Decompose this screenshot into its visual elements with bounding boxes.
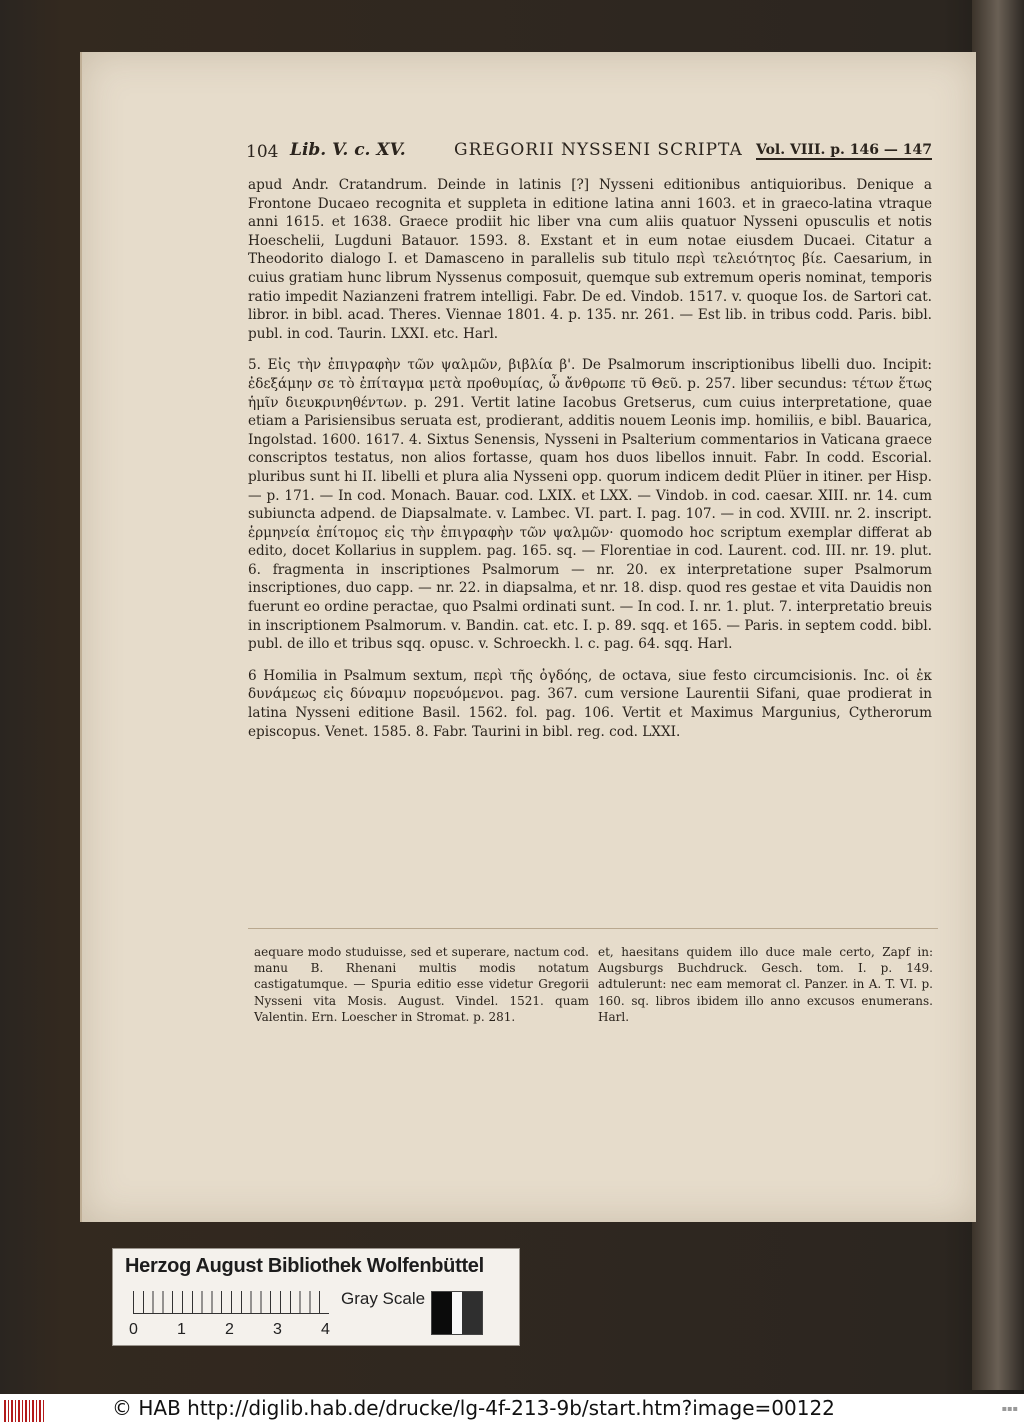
copyright-url: © HAB http://diglib.hab.de/drucke/lg-4f-213-9b/start.htm?image=00122 — [112, 1396, 835, 1420]
footnote-separator — [248, 928, 938, 929]
footnote-right-column: et, haesitans quidem illo duce male certo, Zapf in: Augsburgs Buchdruck. Gesch. tom. I. p. 149. adtulerunt: nec eam memorat cl. Panzer. in A. T. VI. p. 160. sq. libros ibidem illo anno excusos enumerans. Harl. — [598, 945, 933, 1024]
gray-scale-label: Gray Scale — [341, 1289, 426, 1308]
paragraph-item-6: 6 Homilia in Psalmum sextum, περὶ τῆς ὀγδόης, de octava, siue festo circumcisionis. Inc. οἱ ἐκ δυνάμεως εἰς δύναμιν πορευόμενοι. pag. 367. cum versione Laurentii Sifani, quae prodierat in latina Nysseni editione Basil. 1562. fol. pag. 106. Vertit et Maximus Margunius, Cytherorum episcopus. Venet. 1585. 8. Fabr. Taurini in bibl. reg. cod. LXXI. — [248, 667, 932, 740]
ruler-number-0: 0 — [129, 1321, 138, 1338]
library-scale-card — [112, 1248, 520, 1346]
gray-scale-swatch — [431, 1291, 483, 1335]
paragraph-item-5: 5. Εἰς τὴν ἐπιγραφὴν τῶν ψαλμῶν, βιβλία β'. De Psalmorum inscriptionibus libelli duo. Incipit: ἐδεξάμην σε τὸ ἐπίταγμα μετὰ προθυμίας, ὦ ἄνθρωπε τῦ Θεῦ. p. 257. liber secundus: τέτων ἕτως ἡμῖν διευκρινηθέντων. p. 291. Vertit latine Iacobus Gretserus, cum cuius interpretatione, quae etiam a Parisiensibus seruata est, prodierant, additis nouem Leonis imp. homiliis, e bibl. Bauarica, Ingolstad. 1600. 1617. 4. Sixtus Senensis, Nysseni in Psalterium commentarios in Vaticana graece conscriptos testatus, non alios fortasse, quam hos duos libellos innuit. Fabr. In codd. Escorial. pluribus sunt hi II. libelli et plura alia Nysseni opp. quorum indicem dedit Plüer in itiner. per Hisp. — p. 171. — In cod. Monach. Bauar. cod. LXIX. et LXX. — Vindob. in cod. caesar. XIII. nr. 14. cum subiuncta adpend. de Diapsalmate. v. Lambec. VI. part. I. pag. 107. — in cod. XVIII. nr. 2. inscript. ἑρμηνεία ἐπίτομος εἰς τὴν ἐπιγραφὴν τῶν ψαλμῶν· quomodo hoc scriptum exemplar differat ab edito, docet Kollarius in supplem. pag. 165. sq. — Florentiae in cod. Laurent. cod. III. nr. 19. plut. 6. fragmenta in inscriptiones Psalmorum — nr. 20. ex interpretatione super Psalmorum inscriptiones, duo capp. — nr. 22. in diapsalma, et nr. 18. disp. quod res gestae et vita Dauidis non fuerunt eo ordine peractae, quo Psalmi ordinati sunt. — In cod. I. nr. 1. plut. 7. interpretatio breuis in inscriptionem Psalmorum. v. Bandin. cat. etc. I. p. 89. sqq. et 165. — Paris. in septem codd. bibl. publ. de illo et tribus sqq. opusc. v. Schroeckh. l. c. pag. 64. sqq. Harl. — [248, 357, 932, 653]
page-number: 104 — [246, 142, 279, 162]
main-text — [248, 176, 932, 754]
volume-reference: Vol. VIII. p. 146 — 147 — [756, 142, 932, 158]
book-spine-edge — [972, 0, 1024, 1390]
ruler-number-2: 2 — [225, 1321, 234, 1338]
library-name: Herzog August Bibliothek Wolfenbüttel — [125, 1255, 484, 1277]
measurement-ruler — [133, 1291, 329, 1314]
ruler-number-1: 1 — [177, 1321, 186, 1338]
paragraph-continuation: apud Andr. Cratandrum. Deinde in latinis [?] Nysseni editionibus antiquioribus. Denique a Frontone Ducaeo recognita et suppleta in editione latina anni 1603. et in graeco-latina vtraque anni 1615. et 1638. Graece prodiit hic liber vna cum aliis quatuor Nysseni opusculis et notis Hoeschelii, Lugduni Batauor. 1593. 8. Exstant et in eum notae eiusdem Ducaei. Citatur a Theodorito dialogo I. et Damasceno in parallelis sub titulo περὶ τελειότητος βίε. Caesarium, in cuius gratiam hunc librum Nyssenus composuit, quemque sub extremum operis nominat, temporis ratio impedit Nazianzeni fratrem intelligi. Fabr. De ed. Vindob. 1517. v. quoque Ios. de Sartori cat. libror. in bibl. acad. Theres. Viennae 1801. 4. p. 135. nr. 261. — Est lib. in tribus codd. Paris. bibl. publ. in cod. Taurin. LXXI. etc. Harl. — [248, 177, 932, 342]
footer-bar — [0, 1394, 1024, 1428]
hab-logo-icon — [4, 1400, 44, 1422]
running-header — [246, 138, 936, 168]
running-title: GREGORII NYSSENI SCRIPTA — [454, 140, 743, 160]
footnote-left-column: aequare modo studuisse, sed et superare, nactum cod. manu B. Rhenani multis modis notatum castigatumque. — Spuria editio esse videtur Gregorii Nysseni vita Mosis. August. Vindel. 1521. quam Valentin. Ern. Loescher in Stromat. p. 281. — [254, 945, 589, 1024]
book-chapter-reference: Lib. V. c. XV. — [290, 140, 406, 160]
ruler-number-3: 3 — [273, 1321, 282, 1338]
corner-mark: ▪▪▪ — [1001, 1404, 1018, 1413]
ruler-number-4: 4 — [321, 1321, 330, 1338]
